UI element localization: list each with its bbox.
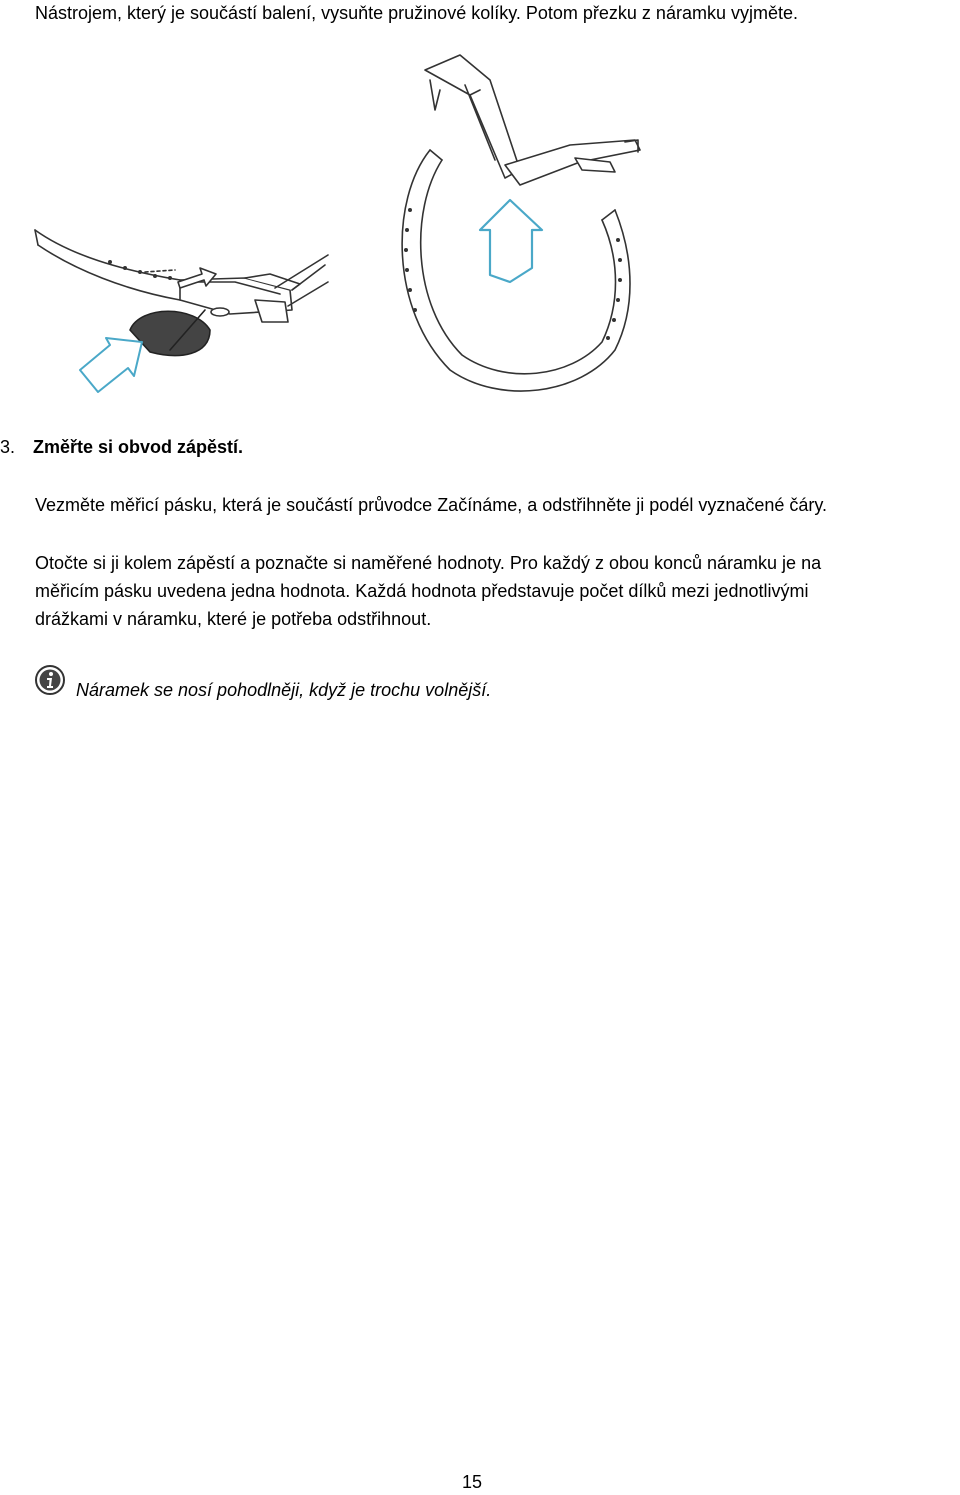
paragraph-cut-tape: Vezměte měřicí pásku, která je součástí průvodce Začínáme, a odstřihněte ji podél vyznačené čáry. [35, 495, 828, 515]
pin-removal-illustration [30, 210, 330, 400]
note-text: Náramek se nosí pohodlněji, když je trochu volnější. [76, 680, 492, 700]
intro-text: Nástrojem, který je součástí balení, vysuňte pružinové kolíky. Potom přezku z náramku vyjměte. [35, 3, 798, 23]
step-number: 3. [0, 437, 16, 457]
page-number: 15 [462, 1472, 483, 1492]
paragraph-measure-line: Otočte si ji kolem zápěstí a poznačte si naměřené hodnoty. Pro každý z obou konců náramku je na [35, 553, 822, 573]
paragraph-measure-line: drážkami v náramku, které je potřeba odstřihnout. [35, 609, 432, 629]
step-title: Změřte si obvod zápěstí. [33, 437, 244, 457]
buckle-removal-illustration [370, 50, 660, 400]
info-icon [34, 664, 66, 696]
paragraph-measure-line: měřicím pásku uvedena jedna hodnota. Každá hodnota představuje počet dílků mezi jednotlivými [35, 581, 809, 601]
